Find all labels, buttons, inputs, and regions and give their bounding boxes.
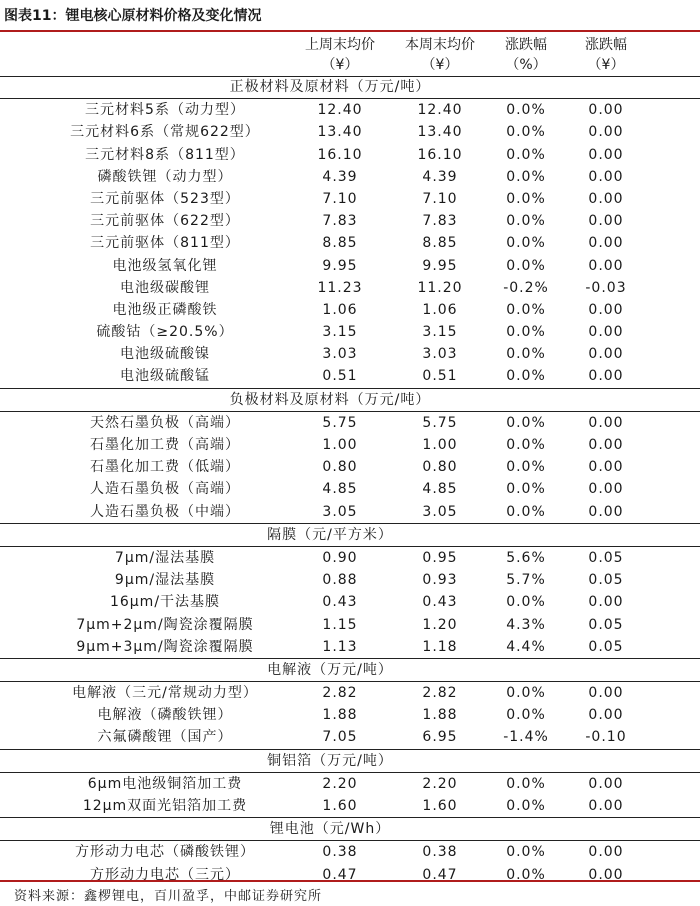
last-week-price: 3.15 <box>322 324 358 341</box>
this-week-price: 5.75 <box>422 414 458 431</box>
table-row <box>0 636 700 658</box>
col-header-this-week: 本周末均价 <box>405 37 475 53</box>
material-name: 三元材料5系（动力型） <box>85 102 245 119</box>
material-name: 方形动力电芯（磷酸铁锂） <box>75 844 255 861</box>
change-percent: 0.0% <box>506 437 546 453</box>
change-percent: 0.0% <box>506 257 546 274</box>
table-row <box>0 232 700 254</box>
this-week-price: 2.82 <box>422 685 458 702</box>
change-percent: 0.0% <box>506 503 546 520</box>
last-week-price: 1.00 <box>322 437 358 453</box>
change-amount: 0.00 <box>588 301 624 318</box>
table-row <box>0 682 700 704</box>
change-percent: 0.0% <box>506 102 546 119</box>
change-amount: 0.00 <box>588 707 624 724</box>
table-row <box>0 210 700 232</box>
material-name: 石墨化加工费（低端） <box>90 459 240 476</box>
change-amount: 0.00 <box>588 213 624 230</box>
change-percent: 4.3% <box>506 616 546 633</box>
change-percent: 4.4% <box>506 638 546 655</box>
change-amount: 0.00 <box>588 481 624 498</box>
this-week-price: 0.51 <box>422 368 458 385</box>
last-week-price: 1.15 <box>322 616 358 633</box>
table-row <box>0 501 700 523</box>
table-row <box>0 591 700 613</box>
material-name: 三元材料8系（811型） <box>85 146 245 163</box>
material-name: 三元前驱体（523型） <box>90 190 240 207</box>
this-week-price: 8.85 <box>422 235 458 252</box>
change-percent: 0.0% <box>506 213 546 230</box>
material-name: 硫酸钴（≥20.5%） <box>96 324 234 341</box>
table-row <box>0 277 700 299</box>
material-name: 9μm+3μm/陶瓷涂覆隔膜 <box>76 638 254 655</box>
this-week-price: 3.05 <box>422 503 458 520</box>
material-name: 16μm/干法基膜 <box>109 594 221 611</box>
material-name: 电池级硫酸镍 <box>120 346 210 363</box>
material-name: 三元材料6系（常规622型） <box>70 124 260 141</box>
last-week-price: 16.10 <box>317 146 363 163</box>
last-week-price: 0.43 <box>322 594 358 611</box>
change-percent: 0.0% <box>506 685 546 702</box>
change-amount: 0.00 <box>588 124 624 141</box>
section-title: 锂电池（元/Wh） <box>269 821 391 838</box>
last-week-price: 2.20 <box>322 775 358 792</box>
section-header <box>0 523 700 547</box>
last-week-price: 1.13 <box>322 638 358 655</box>
last-week-price: 13.40 <box>317 124 363 141</box>
change-percent: 5.7% <box>506 572 546 589</box>
section-header <box>0 749 700 773</box>
last-week-price: 1.60 <box>322 798 358 814</box>
table-row <box>0 166 700 188</box>
change-percent: 0.0% <box>506 775 546 792</box>
table-header <box>0 31 700 77</box>
change-amount: 0.00 <box>588 168 624 185</box>
material-name: 12μm双面光铝箔加工费 <box>82 798 248 814</box>
this-week-price: 12.40 <box>417 102 463 119</box>
change-amount: 0.00 <box>588 257 624 274</box>
change-amount: 0.00 <box>588 594 624 611</box>
col-header-last-week: 上周末均价 <box>305 37 375 53</box>
material-name: 磷酸铁锂（动力型） <box>97 168 233 185</box>
material-name: 石墨化加工费（高端） <box>90 437 240 453</box>
change-amount: 0.00 <box>588 346 624 363</box>
this-week-price: 2.20 <box>422 775 458 792</box>
material-name: 电池级碳酸锂 <box>120 279 210 296</box>
table-row <box>0 726 700 748</box>
last-week-price: 1.88 <box>322 707 358 724</box>
this-week-price: 6.95 <box>422 729 458 746</box>
last-week-price: 4.85 <box>322 481 358 498</box>
change-amount: 0.00 <box>588 775 624 792</box>
col-header-change-pct: 涨跌幅 <box>505 37 547 53</box>
table-row <box>0 795 700 817</box>
material-name: 三元前驱体（811型） <box>90 235 240 252</box>
change-amount: 0.00 <box>588 324 624 341</box>
change-amount: 0.00 <box>588 503 624 520</box>
material-name: 7μm/湿法基膜 <box>114 549 216 566</box>
this-week-price: 4.39 <box>422 168 458 185</box>
figure-footer <box>0 880 700 906</box>
this-week-price: 1.20 <box>422 616 458 633</box>
table-row <box>0 841 700 863</box>
section-title: 铜铝箔（万元/吨） <box>267 752 393 769</box>
last-week-price: 0.80 <box>322 459 358 476</box>
change-percent: -1.4% <box>503 729 549 746</box>
change-percent: 0.0% <box>506 301 546 318</box>
col-header-change-abs: 涨跌幅 <box>585 37 627 53</box>
source-note: 资料来源：鑫椤锂电，百川盈孚，中邮证券研究所 <box>14 889 323 904</box>
section-header <box>0 388 700 412</box>
last-week-price: 1.06 <box>322 301 358 318</box>
change-percent: 0.0% <box>506 235 546 252</box>
col-header-this-week-unit: （¥） <box>421 57 459 73</box>
material-name: 天然石墨负极（高端） <box>90 414 240 431</box>
change-percent: 0.0% <box>506 707 546 724</box>
material-name: 电池级正磷酸铁 <box>112 301 218 318</box>
change-amount: 0.05 <box>588 638 624 655</box>
table-row <box>0 343 700 365</box>
last-week-price: 4.39 <box>322 168 358 185</box>
last-week-price: 9.95 <box>322 257 358 274</box>
change-percent: 0.0% <box>506 844 546 861</box>
change-percent: 0.0% <box>506 146 546 163</box>
table-row <box>0 704 700 726</box>
change-percent: 0.0% <box>506 866 546 883</box>
change-percent: 0.0% <box>506 168 546 185</box>
table-row <box>0 456 700 478</box>
last-week-price: 0.38 <box>322 844 358 861</box>
change-amount: 0.00 <box>588 685 624 702</box>
table-row <box>0 188 700 210</box>
change-amount: 0.00 <box>588 844 624 861</box>
change-percent: 0.0% <box>506 459 546 476</box>
this-week-price: 0.80 <box>422 459 458 476</box>
change-amount: -0.10 <box>585 729 627 746</box>
change-amount: 0.00 <box>588 102 624 119</box>
change-amount: 0.00 <box>588 866 624 883</box>
last-week-price: 7.83 <box>322 213 358 230</box>
last-week-price: 0.51 <box>322 368 358 385</box>
figure-title: 图表11：锂电核心原材料价格及变化情况 <box>4 8 262 24</box>
change-percent: 0.0% <box>506 124 546 141</box>
change-amount: 0.00 <box>588 190 624 207</box>
this-week-price: 7.83 <box>422 213 458 230</box>
figure-title-bar <box>0 0 700 32</box>
this-week-price: 9.95 <box>422 257 458 274</box>
change-percent: -0.2% <box>503 279 549 296</box>
this-week-price: 0.47 <box>422 866 458 883</box>
this-week-price: 4.85 <box>422 481 458 498</box>
section-header <box>0 658 700 682</box>
last-week-price: 3.03 <box>322 346 358 363</box>
change-amount: 0.00 <box>588 414 624 431</box>
col-header-last-week-unit: （¥） <box>321 57 359 73</box>
table-row <box>0 412 700 434</box>
this-week-price: 0.95 <box>422 549 458 566</box>
table-row <box>0 434 700 456</box>
table-row <box>0 569 700 591</box>
material-name: 9μm/湿法基膜 <box>114 572 216 589</box>
last-week-price: 11.23 <box>317 279 363 296</box>
section-title: 隔膜（元/平方米） <box>267 526 393 543</box>
material-name: 六氟磷酸锂（国产） <box>97 729 233 746</box>
last-week-price: 8.85 <box>322 235 358 252</box>
change-percent: 5.6% <box>506 549 546 566</box>
table-row <box>0 144 700 166</box>
change-percent: 0.0% <box>506 481 546 498</box>
this-week-price: 1.00 <box>422 437 458 453</box>
last-week-price: 0.47 <box>322 866 358 883</box>
this-week-price: 0.43 <box>422 594 458 611</box>
this-week-price: 3.15 <box>422 324 458 341</box>
material-name: 电解液（三元/常规动力型） <box>72 685 258 702</box>
material-name: 三元前驱体（622型） <box>90 213 240 230</box>
last-week-price: 3.05 <box>322 503 358 520</box>
last-week-price: 5.75 <box>322 414 358 431</box>
change-percent: 0.0% <box>506 798 546 814</box>
change-percent: 0.0% <box>506 324 546 341</box>
table-row <box>0 99 700 121</box>
table-row <box>0 365 700 387</box>
change-amount: -0.03 <box>585 279 627 296</box>
this-week-price: 0.38 <box>422 844 458 861</box>
change-amount: 0.05 <box>588 616 624 633</box>
change-percent: 0.0% <box>506 190 546 207</box>
table-row <box>0 547 700 569</box>
this-week-price: 1.88 <box>422 707 458 724</box>
table-row <box>0 299 700 321</box>
change-amount: 0.00 <box>588 368 624 385</box>
table-body <box>0 76 700 886</box>
table-row <box>0 478 700 500</box>
table-row <box>0 614 700 636</box>
change-percent: 0.0% <box>506 368 546 385</box>
section-title: 电解液（万元/吨） <box>267 661 393 678</box>
table-row <box>0 255 700 277</box>
this-week-price: 11.20 <box>417 279 463 296</box>
this-week-price: 1.06 <box>422 301 458 318</box>
change-amount: 0.00 <box>588 437 624 453</box>
change-amount: 0.00 <box>588 146 624 163</box>
col-header-change-abs-unit: （¥） <box>587 57 625 73</box>
this-week-price: 1.60 <box>422 798 458 814</box>
this-week-price: 3.03 <box>422 346 458 363</box>
change-amount: 0.00 <box>588 235 624 252</box>
change-amount: 0.00 <box>588 459 624 476</box>
change-amount: 0.05 <box>588 572 624 589</box>
section-header <box>0 817 700 841</box>
this-week-price: 1.18 <box>422 638 458 655</box>
material-name: 方形动力电芯（三元） <box>90 866 240 883</box>
material-name: 电池级硫酸锰 <box>120 368 210 385</box>
change-percent: 0.0% <box>506 594 546 611</box>
this-week-price: 16.10 <box>417 146 463 163</box>
section-header <box>0 76 700 99</box>
section-title: 负极材料及原材料（万元/吨） <box>229 391 431 408</box>
last-week-price: 0.90 <box>322 549 358 566</box>
this-week-price: 7.10 <box>422 190 458 207</box>
change-amount: 0.00 <box>588 798 624 814</box>
change-amount: 0.05 <box>588 549 624 566</box>
last-week-price: 7.05 <box>322 729 358 746</box>
material-name: 人造石墨负极（中端） <box>90 503 240 520</box>
material-name: 6μm电池级铜箔加工费 <box>87 775 243 792</box>
material-name: 电解液（磷酸铁锂） <box>97 707 233 724</box>
change-percent: 0.0% <box>506 414 546 431</box>
material-name: 电池级氢氧化锂 <box>112 257 218 274</box>
material-name: 人造石墨负极（高端） <box>90 481 240 498</box>
table-row <box>0 773 700 795</box>
section-title: 正极材料及原材料（万元/吨） <box>229 79 431 95</box>
this-week-price: 13.40 <box>417 124 463 141</box>
last-week-price: 7.10 <box>322 190 358 207</box>
material-name: 7μm+2μm/陶瓷涂覆隔膜 <box>76 616 254 633</box>
last-week-price: 0.88 <box>322 572 358 589</box>
table-row <box>0 121 700 143</box>
this-week-price: 0.93 <box>422 572 458 589</box>
col-header-change-pct-unit: （%） <box>505 57 547 73</box>
last-week-price: 2.82 <box>322 685 358 702</box>
table-row <box>0 321 700 343</box>
change-percent: 0.0% <box>506 346 546 363</box>
last-week-price: 12.40 <box>317 102 363 119</box>
